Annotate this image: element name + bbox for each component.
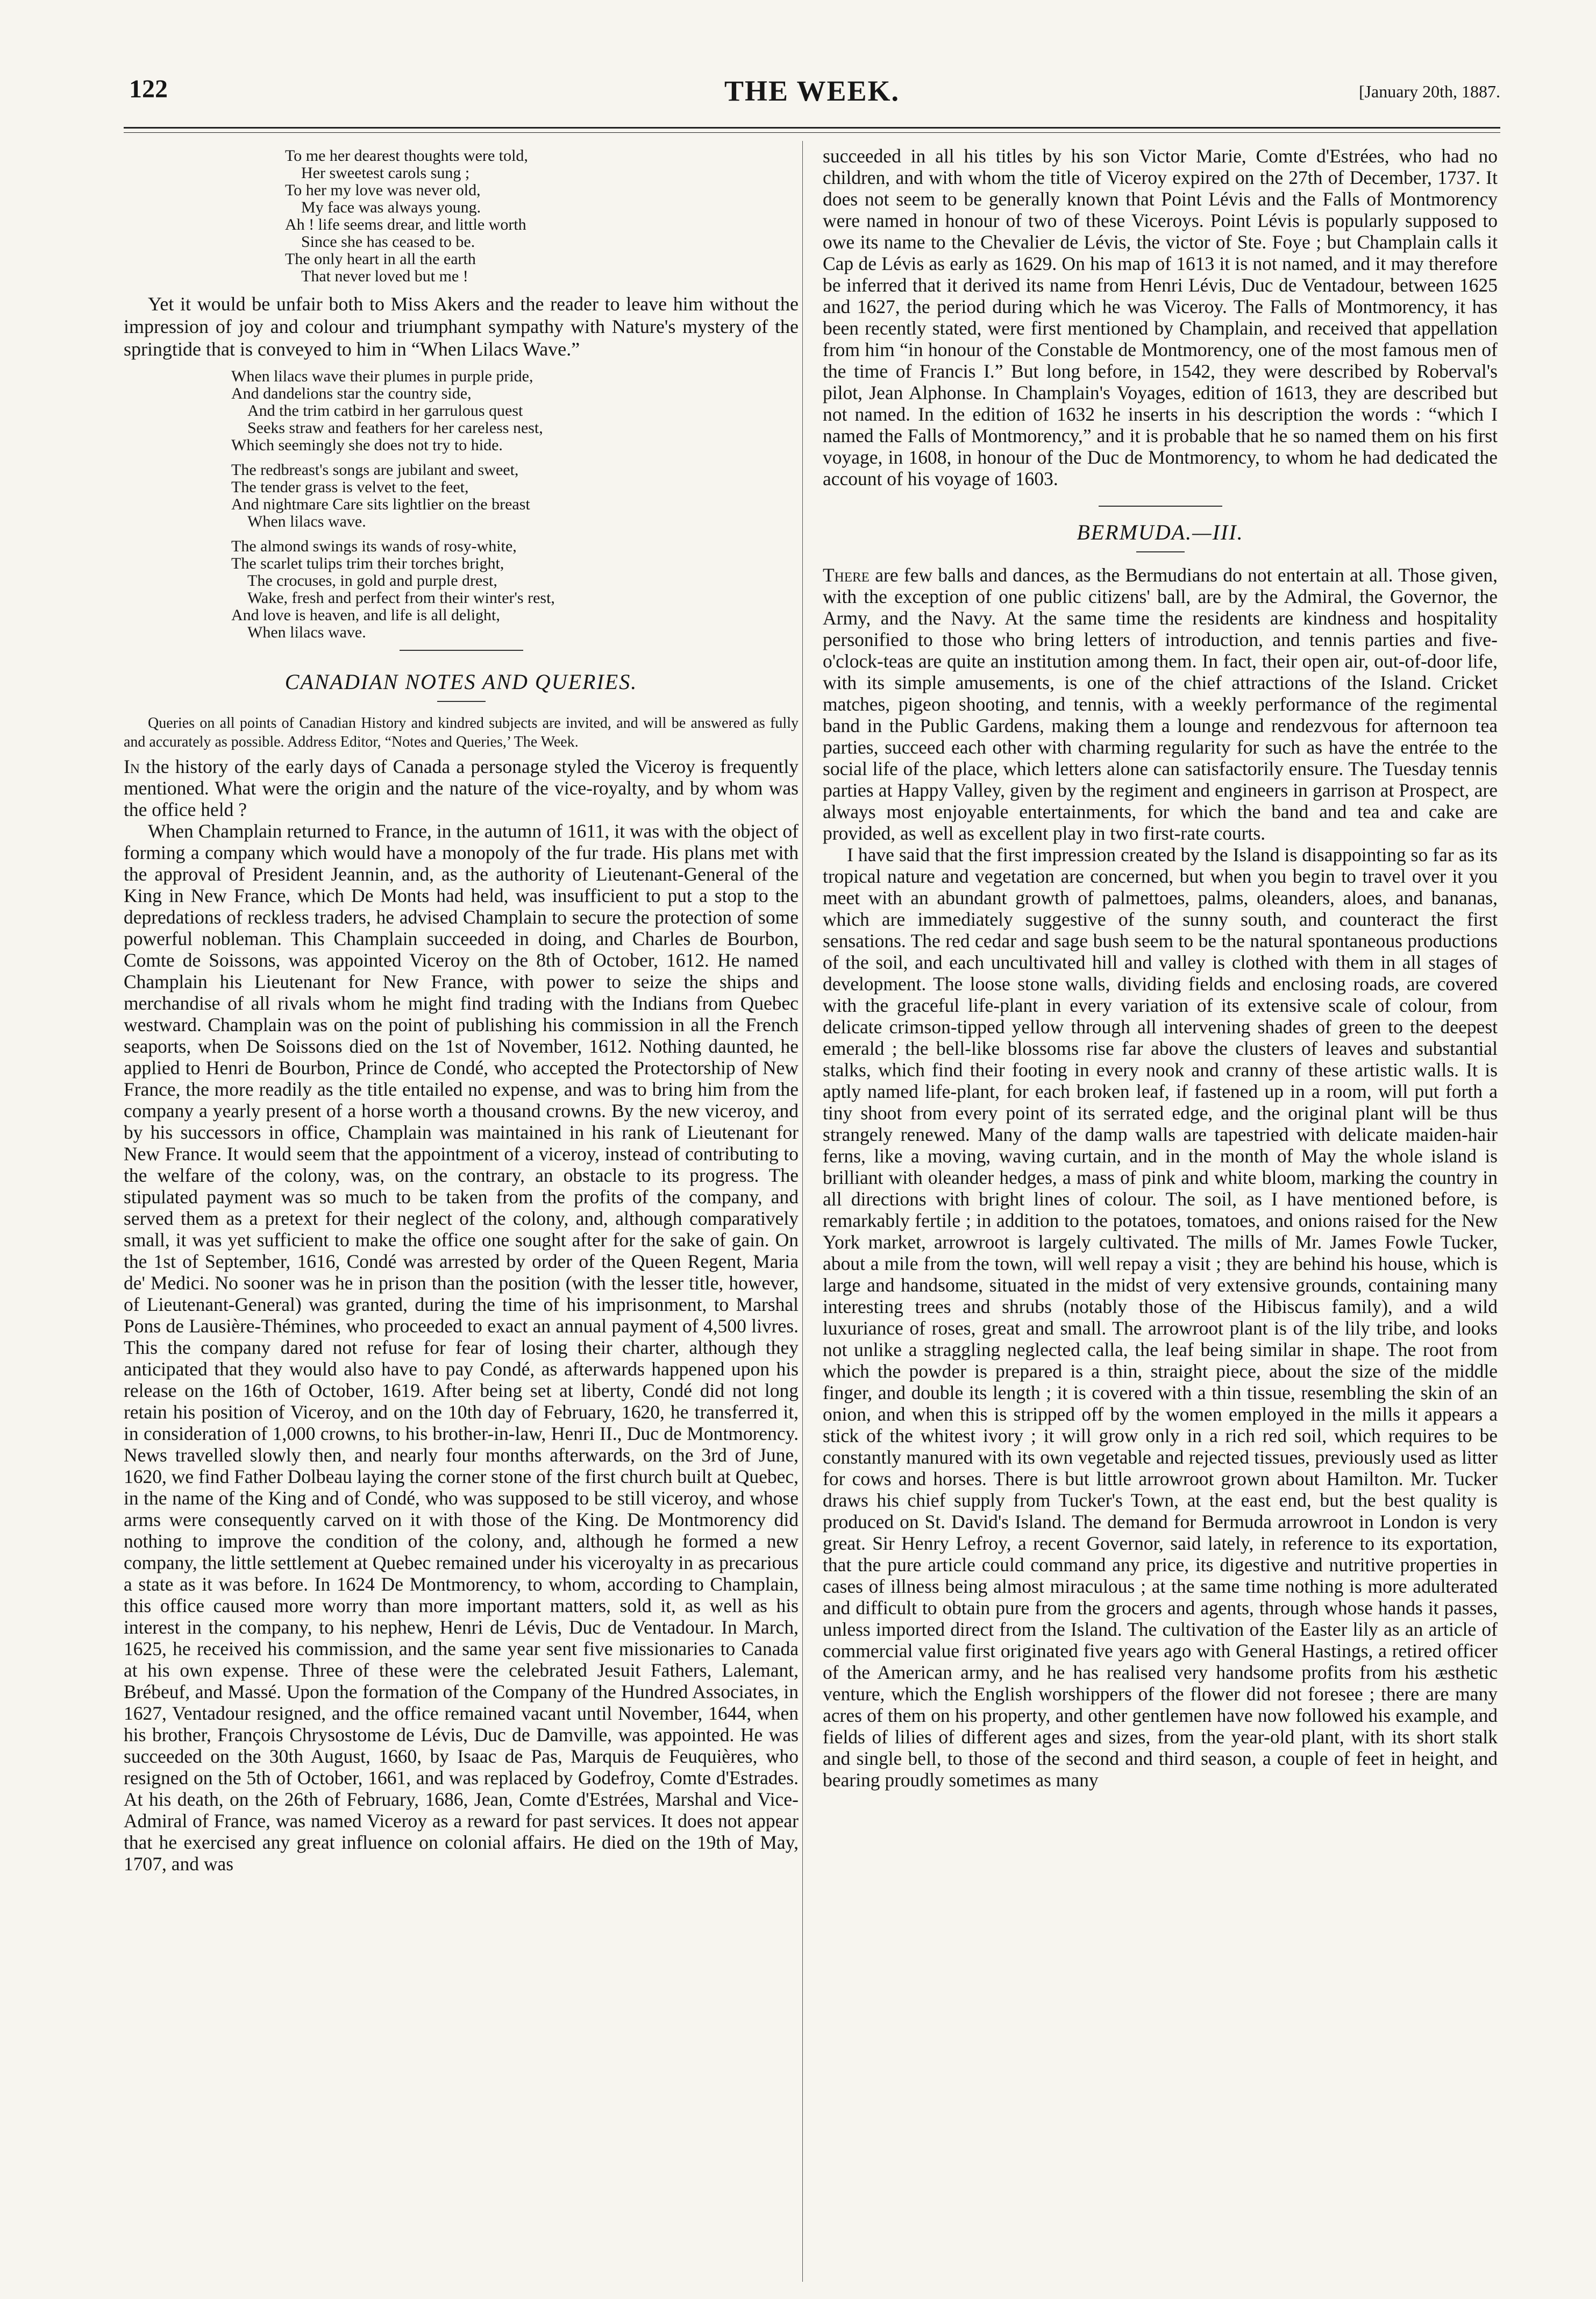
section-heading-bermuda: BERMUDA.—III. (1077, 520, 1244, 544)
queries-notice: Queries on all points of Canadian History and kindred subjects are invited, and will be answered as fully and accurately as possible. Address Editor, “Notes and Queries,’ The Week. (124, 715, 799, 750)
verse-line: When lilacs wave their plumes in purple pride, (231, 367, 533, 385)
verse-line: Which seemingly she does not try to hide. (231, 436, 503, 454)
header-rule-thick (124, 127, 1500, 129)
right-column (823, 145, 1498, 1791)
section-divider (400, 650, 523, 651)
verse-line: When lilacs wave. (247, 623, 366, 641)
section-heading-canadian-notes: CANADIAN NOTES AND QUERIES. (284, 670, 638, 694)
verse-line: And love is heaven, and life is all delight, (231, 606, 500, 624)
column-divider (802, 141, 803, 2282)
heading-rule (1136, 551, 1185, 552)
verse-line: To me her dearest thoughts were told, (285, 147, 528, 165)
verse-line: My face was always young. (301, 198, 481, 216)
verse-line: And the trim catbird in her garrulous quest (247, 402, 523, 420)
verse-line: Since she has ceased to be. (301, 233, 475, 251)
issue-date: [January 20th, 1887. (1358, 82, 1500, 101)
verse-line: Ah ! life seems drear, and little worth (285, 216, 526, 233)
heading-rule (437, 701, 486, 702)
verse-line: The redbreast's songs are jubilant and sweet, (231, 461, 519, 479)
query-paragraph (124, 756, 799, 820)
bermuda-paragraph-1 (823, 564, 1498, 844)
verse-line: And dandelions star the country side, (231, 385, 472, 402)
poem-stanza-2 (231, 368, 799, 454)
answer-paragraph: When Champlain returned to France, in the autumn of 1611, it was with the object of forming a company which would have a monopoly of the fur trade. His plans met with the approval of President Jeannin, and, as the authority of Lieutenant-General of the King in New France, which De Monts had held, was insufficient to put a stop to the depredations of reckless traders, he advised Champlain to secure the protection of some powerful nobleman. This Champlain succeeded in doing, and Charles de Bourbon, Comte de Soissons, was appointed Viceroy on the 8th of October, 1612. He named Champlain his Lieutenant for New France, with power to seize the ships and merchandise of all rivals whom he might find trading with the Indians from Quebec westward. Champlain was on the point of publishing his commission in all the French seaports, when De Soissons died on the 1st of November, 1612. Nothing daunted, he applied to Henri de Bourbon, Prince de Condé, who accepted the Protectorship of New France, the more readily as the title entailed no expense, and was to bring him from the company a yearly present of a horse worth a thousand crowns. By the new viceroy, and by his successors in office, Champlain was maintained in his rank of Lieutenant for New France. It would seem that the appointment of a viceroy, instead of contributing to the welfare of the colony, was, on the contrary, an obstacle to its progress. The stipulated payment was so much to be taken from the profits of the company, and served them as a pretext for their neglect of the colony, and, although comparatively small, it was yet sufficient to make the office one sought after for the sake of gain. On the 1st of September, 1616, Condé was arrested by order of the Queen Regent, Maria de' Medici. No sooner was he in prison than the position (with the lesser title, however, of Lieutenant-General) was granted, during the time of his imprisonment, to Marshal Pons de Lausière-Thémines, who proceeded to exact an annual payment of 4,500 livres. This the company dared not refuse for fear of losing their charter, although they anticipated that they would also have to pay Condé, as afterwards happened upon his release on the 16th of October, 1619. After being set at liberty, Condé did not long retain his position of Viceroy, and on the 10th day of February, 1620, he transferred it, in consideration of 1,000 crowns, to his brother-in-law, Henri II., Duc de Montmorency. News travelled slowly then, and nearly four months afterwards, on the 3rd of June, 1620, we find Father Dolbeau laying the corner stone of the first church built at Quebec, in the name of the King and of Condé, who was supposed to be still viceroy, and whose arms were consequently carved on it with those of the King. De Montmorency did nothing to improve the condition of the colony, and, although he formed a new company, the little settlement at Quebec remained under his viceroyalty in as precarious a state as it was before. In 1624 De Montmorency, to whom, according to Champlain, this office caused more worry than more important matters, sold it, as well as his interest in the company, to his nephew, Henri de Lévis, Duc de Ventadour. In March, 1625, he received his commission, and the same year sent five missionaries to Canada at his own expense. Three of these were the celebrated Jesuit Fathers, Lalemant, Brébeuf, and Massé. Upon the formation of the Company of the Hundred Associates, in 1627, Ventadour resigned, and the office remained vacant until November, 1644, when his brother, François Chrysostome de Lévis, Duc de Damville, was appointed. He was succeeded on the 30th August, 1660, by Isaac de Pas, Marquis de Feuquières, who resigned on the 5th of October, 1661, and was replaced by Godefroy, Comte d'Estrades. At his death, on the 26th of February, 1686, Jean, Comte d'Estrées, Marshal and Vice-Admiral of France, was named Viceroy as a reward for past services. It does not appear that he exercised any great influence on colonial affairs. He died on the 19th of May, 1707, and was (124, 820, 799, 1875)
verse-line: And nightmare Care sits lightlier on the breast (231, 495, 530, 513)
query-lead-word: In (124, 756, 140, 777)
verse-line: The almond swings its wands of rosy-white, (231, 537, 517, 555)
bermuda-lead-word: There (823, 564, 870, 586)
verse-line: When lilacs wave. (247, 513, 366, 530)
page-number: 122 (129, 75, 168, 103)
verse-line: Her sweetest carols sung ; (301, 164, 470, 182)
verse-line: To her my love was never old, (285, 181, 481, 199)
section-divider (1099, 506, 1222, 507)
verse-line: That never loved but me ! (301, 267, 468, 285)
review-paragraph: Yet it would be unfair both to Miss Akers and the reader to leave him without the impression of joy and colour and triumphant sympathy with Nature's mystery of the springtide that is conveyed to him in “When Lilacs Wave.” (124, 293, 799, 360)
verse-line: Wake, fresh and perfect from their winter's rest, (247, 589, 555, 607)
poem-stanza-4 (231, 538, 799, 641)
poem-stanza-3 (231, 462, 799, 530)
header-rule-thin (124, 132, 1500, 133)
bermuda-paragraph-2: I have said that the first impression created by the Island is disappointing so far as its tropical nature and vegetation are concerned, but when you begin to travel over it you meet with an abundant growth of palmettoes, palms, oleanders, aloes, and bananas, which are immediately suggestive of the sunny south, and counteract the first sensations. The red cedar and sage bush seem to be the natural spontaneous productions of the soil, and each uncultivated hill and valley is clothed with them in all stages of development. The loose stone walls, dividing fields and enclosing roads, are covered with the graceful life-plant in every variation of its extensive scale of colour, from delicate crimson-tipped yellow through all intervening shades of green to the deepest emerald ; the bell-like blossoms rise far above the clusters of leaves and substantial stalks, which find their footing in every nook and cranny of these artistic walls. It is aptly named life-plant, for each broken leaf, if fastened up in a room, will put forth a tiny shoot from every point of its serrated edge, and the original plant will be thus strangely renewed. Many of the damp walls are tapestried with delicate maiden-hair ferns, like a moving, waving curtain, and in the month of May the whole island is brilliant with oleander hedges, a mass of pink and white bloom, marking the country in all directions with bright lines of colour. The soil, as I have mentioned before, is remarkably fertile ; in addition to the potatoes, tomatoes, and onions raised for the New York market, arrowroot is largely cultivated. The mills of Mr. James Fowle Tucker, about a mile from the town, will well repay a visit ; they are behind his house, which is large and handsome, situated in the midst of very extensive grounds, containing many interesting trees and shrubs (notably those of the Hibiscus family), and a wild luxuriance of roses, great and small. The arrowroot plant is of the lily tribe, and looks not unlike a straggling neglected calla, the leaf being similar in shape. The root from which the powder is prepared is a thin, straight piece, about the size of the middle finger, and double its length ; it is covered with a thin tissue, resembling the skin of an onion, and when this is stripped off by the women employed in the mills it appears a stick of the whitest ivory ; it will grow only in a rich red soil, which requires to be constantly manured with its own vegetable and rejected tissues, previously used as litter for cows and horses. There is but little arrowroot grown about Hamilton. Mr. Tucker draws his chief supply from Tucker's Town, at the east end, but the best quality is produced on St. David's Island. The demand for Bermuda arrowroot in London is very great. Sir Henry Lefroy, a recent Governor, said lately, in reference to its exportation, that the pure article could command any price, its digestive and nutritive properties in cases of illness being almost miraculous ; at the same time nothing is more adulterated and difficult to obtain pure from the grocers and agents, through whose hands it passes, unless imported direct from the Island. The cultivation of the Easter lily as an article of commercial value first originated five years ago with General Hastings, a retired officer of the American army, and he has realised very handsome profits from his æsthetic venture, which the English worshippers of the flower did not foresee ; there are many acres of them on his property, and other gentlemen have now followed his example, and fields of lilies of different ages and sizes, from the year-old plant, with its short stalk and single bell, to those of the second and third season, a couple of feet in height, and bearing proudly sometimes as many (823, 844, 1498, 1791)
verse-line: The scarlet tulips trim their torches bright, (231, 555, 504, 572)
bermuda-paragraph-1-text: are few balls and dances, as the Bermudians do not entertain at all. Those given, with the exception of one public citizens' ball, are by the Admiral, the Governor, the Army, and the Navy. At the same time the residents are kindness and hospitality personified to those who bring letters of introduction, and tennis parties and five-o'clock-teas are quite an institution among them. In fact, their open air, out-of-door life, with its simple amusements, is one of the chief attractions of the Island. Cricket matches, pigeon shooting, and tennis, with a weekly performance of the regimental band in the Public Gardens, making them a lounge and rendezvous for afternoon tea parties, succeed each other with charming regularity for such as have the entrée to the social life of the place, which letters alone can satisfactorily ensure. The Tuesday tennis parties at Happy Valley, given by the regiment and engineers in garrison at Prospect, are always most enjoyable entertainments, for which the band and tea and cake are provided, as well as excellent play in two first-rate courts. (823, 564, 1498, 844)
page-header (124, 74, 1500, 112)
verse-line: The crocuses, in gold and purple drest, (247, 572, 497, 590)
verse-line: Seeks straw and feathers for her careless nest, (247, 419, 543, 437)
left-column (124, 145, 799, 1875)
masthead: THE WEEK. (724, 75, 900, 107)
verse-line: The tender grass is velvet to the feet, (231, 478, 469, 496)
verse-line: The only heart in all the earth (285, 250, 476, 268)
continued-paragraph: succeeded in all his titles by his son Victor Marie, Comte d'Estrées, who had no children, and with whom the title of Viceroy expired on the 27th of December, 1737. It does not seem to be generally known that Point Lévis and the Falls of Montmorency were named in honour of two of these Viceroys. Point Lévis is popularly supposed to owe its name to the Chevalier de Lévis, the victor of Ste. Foye ; but Champlain calls it Cap de Lévis as early as 1629. On his map of 1613 it is not named, and it may therefore be inferred that it derived its name from Henri Lévis, Duc de Ventadour, between 1625 and 1627, the period during which he was Viceroy. The Falls of Montmorency, it has been recently stated, were first mentioned by Champlain, and received that appellation from him “in honour of the Constable de Montmorency, one of the most famous men of the time of Francis I.” But long before, in 1542, they were described by Roberval's pilot, Jean Alphonse. In Champlain's Voyages, edition of 1613, they are described but not named. In the edition of 1632 he inserts in his description the words : “which I named the Falls of Montmorency,” and it is probable that he so named them on his first voyage, in 1608, in honour of the Duc de Montmorency, to whom he had dedicated the account of his voyage of 1603. (823, 145, 1498, 489)
poem-stanza-1 (285, 147, 799, 285)
query-text: the history of the early days of Canada a personage styled the Viceroy is frequently mentioned. What were the origin and the nature of the vice-royalty, and by whom was the office held ? (124, 756, 799, 820)
